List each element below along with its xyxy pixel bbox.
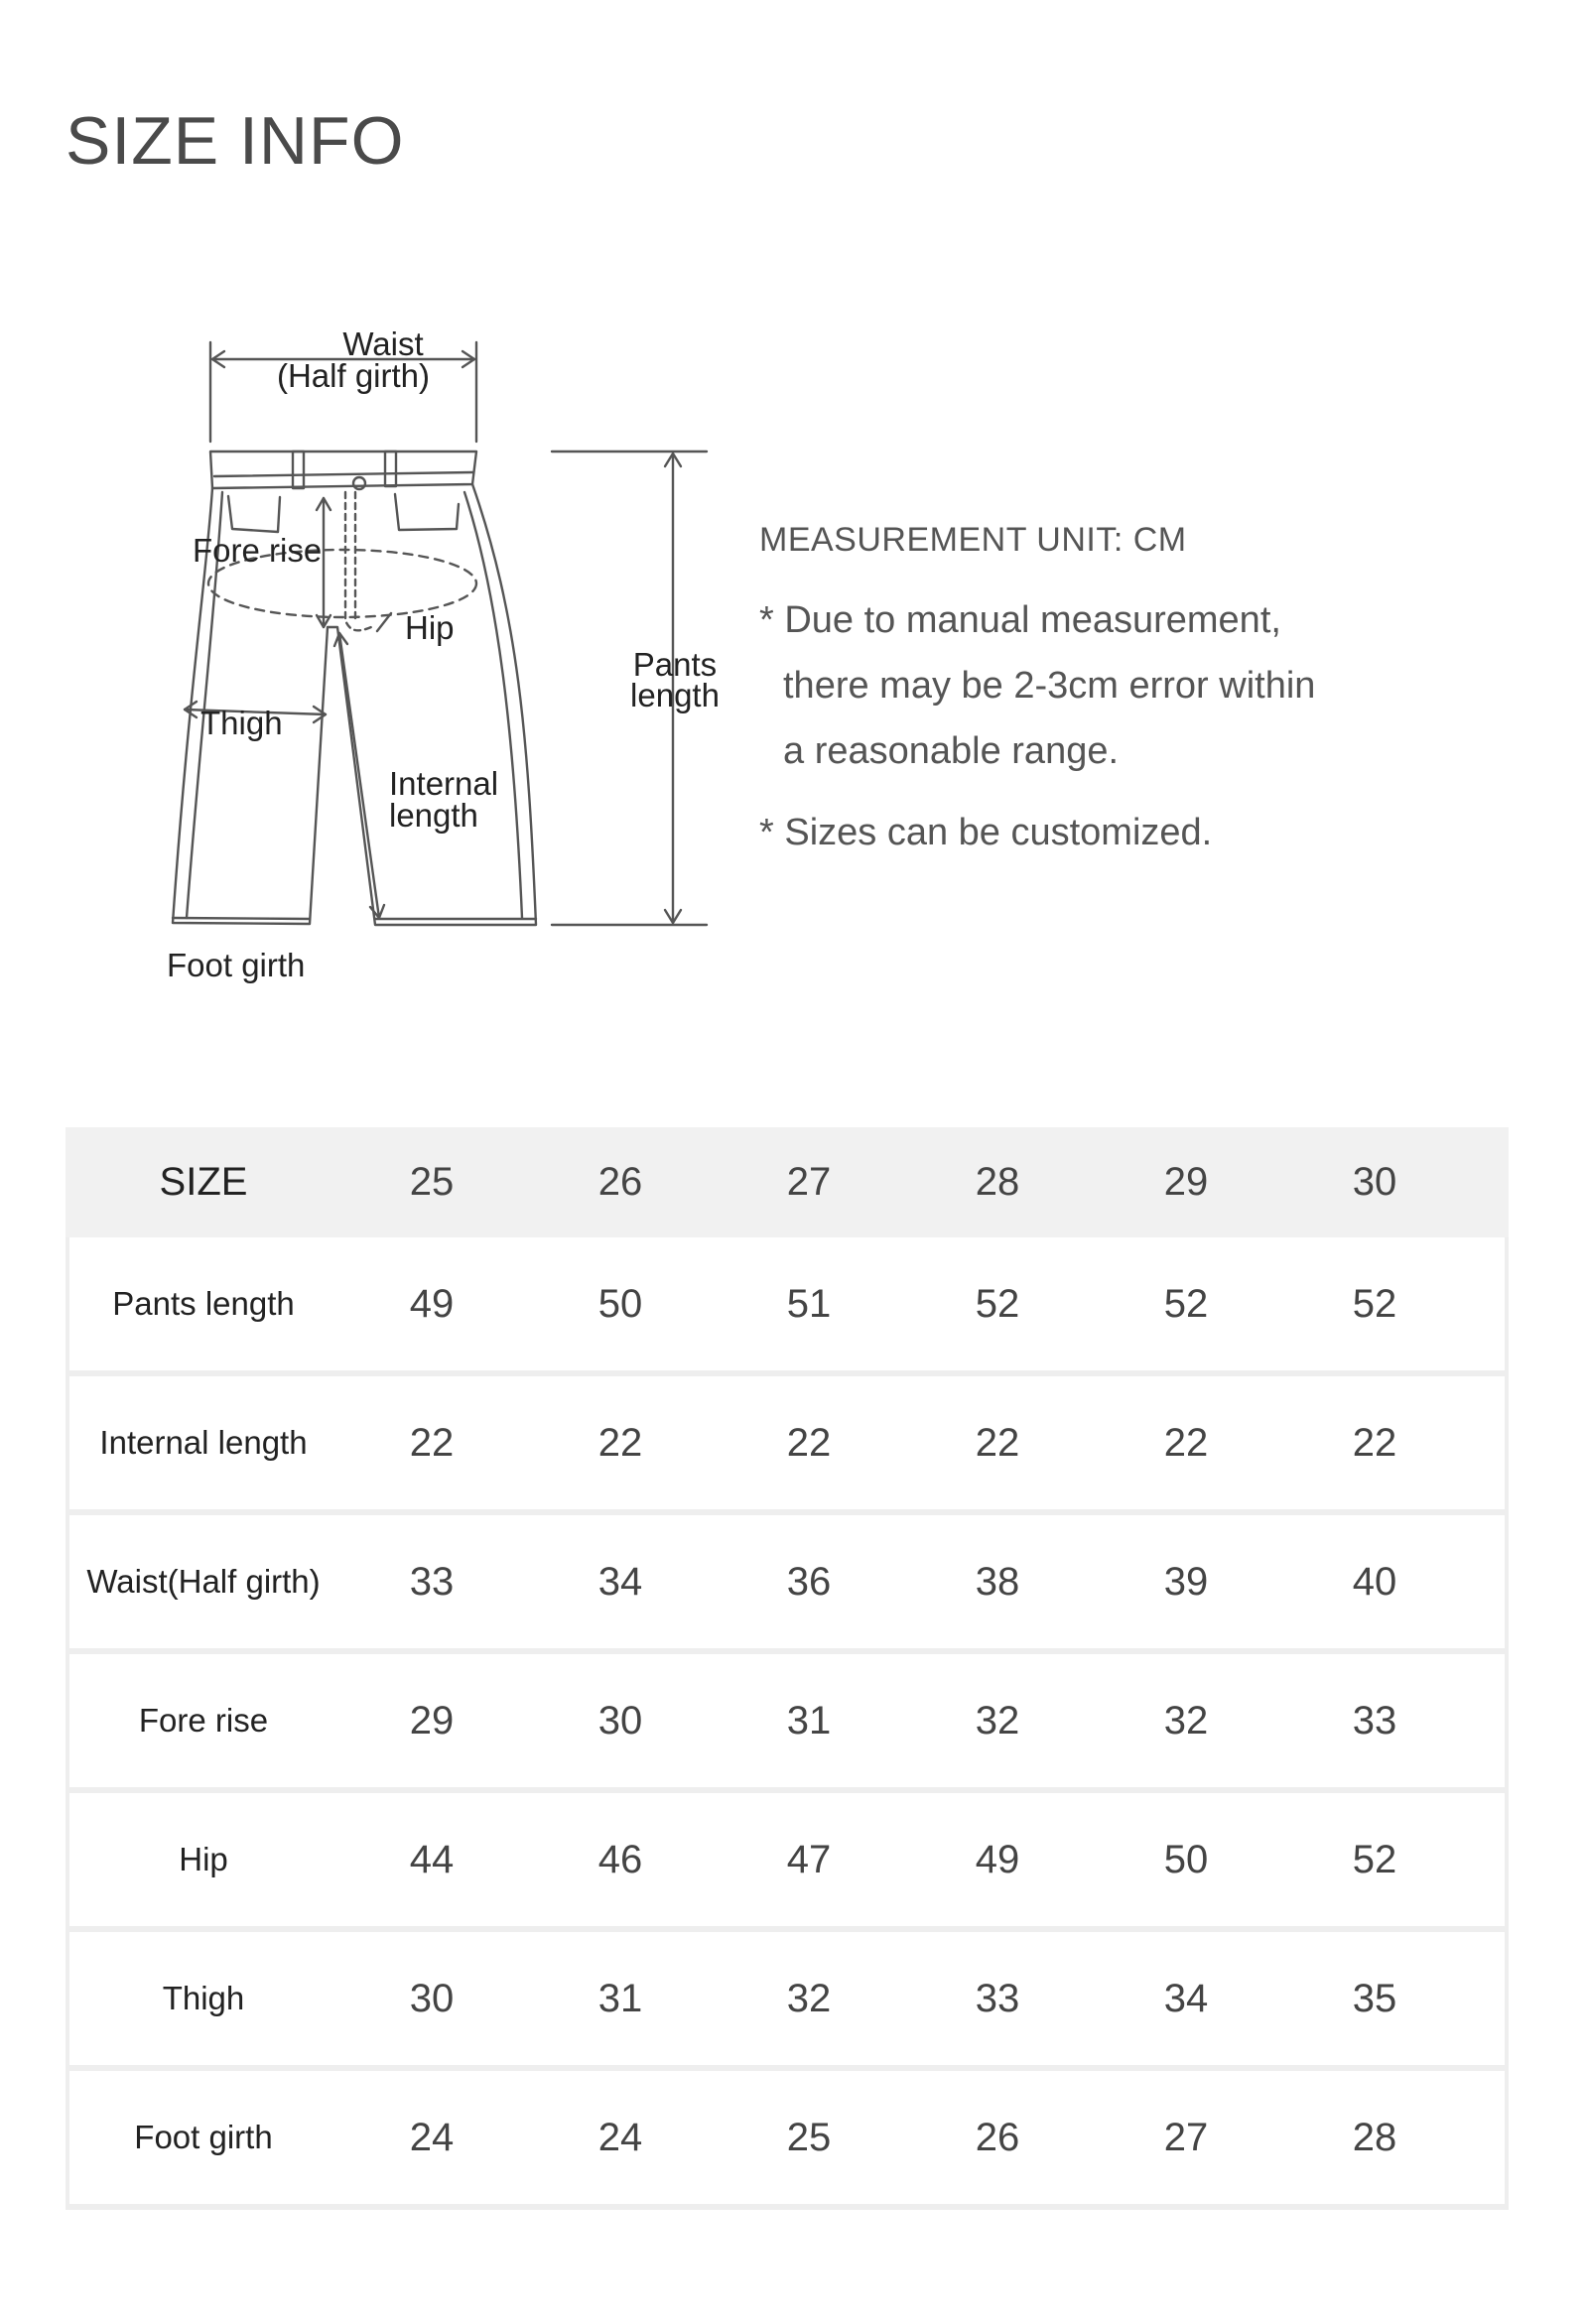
size-header-cell: 30: [1352, 1160, 1397, 1204]
table-cell: 39: [1163, 1559, 1209, 1604]
table-cell: 24: [409, 2115, 455, 2159]
row-label: Thigh: [162, 1980, 245, 2016]
table-cell: 22: [1163, 1420, 1209, 1465]
table-cell: 31: [786, 1698, 832, 1743]
table-cell: 46: [597, 1837, 643, 1881]
note-manual-measurement: * Due to manual measurement, there may be 2-3cm error within a reasonable range.: [759, 599, 1316, 772]
table-row: [66, 1515, 1509, 1654]
row-label: Pants length: [112, 1285, 295, 1322]
internal-length-label: length: [389, 797, 478, 834]
table-cell: 44: [409, 1837, 455, 1881]
table-cell: 22: [786, 1420, 832, 1465]
table-cell: 52: [1352, 1837, 1397, 1881]
size-header-cell: 29: [1163, 1160, 1209, 1204]
size-table: [66, 1127, 1509, 2210]
size-table-header: [66, 1127, 1509, 1237]
table-cell: 22: [409, 1420, 455, 1465]
table-cell: 35: [1352, 1976, 1397, 2020]
table-cell: 38: [975, 1559, 1020, 1604]
measurement-unit: MEASUREMENT UNIT: CM: [759, 521, 1187, 559]
table-cell: 34: [1163, 1976, 1209, 2020]
table-cell: 50: [1163, 1837, 1209, 1881]
table-cell: 34: [597, 1559, 643, 1604]
size-header-cell: 27: [786, 1160, 832, 1204]
internal-length-arrow: [339, 633, 379, 918]
pants-length-label: length: [630, 677, 720, 713]
measurement-notes: [759, 521, 1454, 865]
table-cell: 30: [597, 1698, 643, 1743]
table-cell: 26: [975, 2115, 1020, 2159]
row-label: Waist(Half girth): [86, 1563, 321, 1600]
note-customizable: * Sizes can be customized.: [759, 812, 1213, 853]
table-cell: 47: [786, 1837, 832, 1881]
table-row: [66, 1932, 1509, 2071]
table-cell: 52: [1352, 1281, 1397, 1326]
row-label: Internal length: [99, 1424, 308, 1461]
table-cell: 24: [597, 2115, 643, 2159]
table-cell: 33: [409, 1559, 455, 1604]
row-label: Fore rise: [138, 1702, 269, 1739]
table-row: [66, 2071, 1509, 2210]
fore-rise-label: Fore rise: [193, 532, 323, 569]
table-cell: 52: [975, 1281, 1020, 1326]
size-header-cell: 28: [975, 1160, 1020, 1204]
table-cell: 22: [597, 1420, 643, 1465]
table-cell: 30: [409, 1976, 455, 2020]
table-cell: 28: [1352, 2115, 1397, 2159]
size-header-cell: 26: [597, 1160, 643, 1204]
table-cell: 32: [975, 1698, 1020, 1743]
table-row: [66, 1376, 1509, 1515]
table-cell: 32: [786, 1976, 832, 2020]
pants-label: Pants: [632, 646, 718, 683]
table-cell: 22: [1352, 1420, 1397, 1465]
table-cell: 27: [1163, 2115, 1209, 2159]
table-cell: 22: [975, 1420, 1020, 1465]
table-cell: 32: [1163, 1698, 1209, 1743]
half-girth-label: (Half girth): [276, 357, 431, 394]
table-cell: 49: [409, 1281, 455, 1326]
internal-label: Internal: [389, 765, 499, 802]
table-cell: 31: [597, 1976, 643, 2020]
table-cell: 33: [975, 1976, 1020, 2020]
table-cell: 50: [597, 1281, 643, 1326]
waistband: [210, 452, 476, 488]
size-header-label: SIZE: [159, 1160, 248, 1204]
table-cell: 52: [1163, 1281, 1209, 1326]
pants-measurement-diagram: [129, 318, 764, 1012]
table-cell: 33: [1352, 1698, 1397, 1743]
row-label: Foot girth: [134, 2119, 273, 2155]
table-cell: 29: [409, 1698, 455, 1743]
table-cell: 40: [1352, 1559, 1397, 1604]
foot-girth-label: Foot girth: [167, 947, 306, 983]
table-cell: 36: [786, 1559, 832, 1604]
table-row: [66, 1793, 1509, 1932]
table-row: [66, 1654, 1509, 1793]
table-cell: 25: [786, 2115, 832, 2159]
table-row: [66, 1237, 1509, 1376]
hip-label: Hip: [405, 609, 455, 646]
thigh-label: Thigh: [200, 705, 283, 741]
table-cell: 51: [786, 1281, 832, 1326]
row-label: Hip: [179, 1841, 228, 1877]
size-header-cell: 25: [409, 1160, 455, 1204]
table-cell: 49: [975, 1837, 1020, 1881]
waist-label: Waist: [342, 325, 424, 362]
page-title: SIZE INFO: [66, 103, 405, 179]
